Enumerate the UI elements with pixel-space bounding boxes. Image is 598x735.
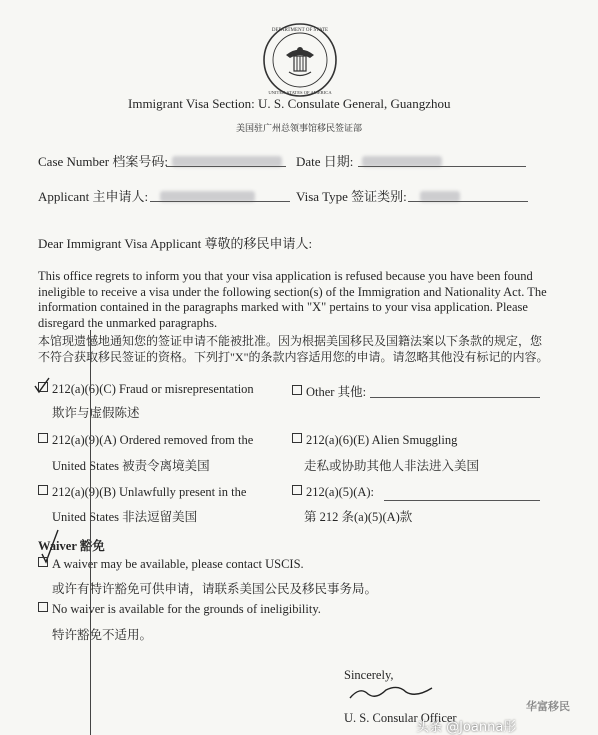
visa-type-redacted [420, 187, 460, 205]
date-redacted [362, 152, 442, 170]
waiver-option-2 [38, 602, 321, 617]
ground-smuggling [292, 433, 457, 448]
5a-line [384, 500, 540, 501]
section-title: Immigrant Visa Section: U. S. Consulate General, Guangzhou [128, 96, 451, 111]
closing-sincerely: Sincerely, [344, 668, 394, 682]
checkbox [292, 485, 302, 495]
date-label: Date 日期: [296, 154, 354, 169]
section-title-cn: 美国驻广州总领事馆移民签证部 [236, 123, 363, 133]
ground-fraud [38, 382, 254, 397]
ground-unlawful-en: 212(a)(9)(B) Unlawfully present in the [52, 485, 247, 499]
watermark-logo: 华富移民 [526, 700, 570, 713]
ground-removed [38, 433, 253, 448]
other-line [370, 397, 540, 398]
checkbox [38, 433, 48, 443]
closing-signature: U. S. Consular Officer [344, 711, 457, 725]
ground-smuggling-en: 212(a)(6)(E) Alien Smuggling [306, 433, 458, 447]
waiver-option-1 [38, 557, 304, 572]
ground-unlawful-cn: United States 非法逗留美国 [52, 510, 198, 524]
ground-5a-cn: 第 212 条(a)(5)(A)款 [304, 510, 413, 524]
salutation: Dear Immigrant Visa Applicant 尊敬的移民申请人: [38, 236, 313, 251]
fold-line [90, 330, 91, 735]
waiver-option-2-cn: 特许豁免不适用。 [52, 628, 153, 642]
ground-smuggling-cn: 走私或协助其他人非法进入美国 [304, 459, 480, 473]
date-line [358, 166, 526, 167]
case-number-line [166, 166, 286, 167]
checkbox [292, 385, 302, 395]
ground-5a [292, 485, 374, 500]
body-en-line: information contained in the paragraphs marked with "X" pertains to your visa application. Please [38, 300, 528, 314]
applicant-redacted [160, 187, 255, 205]
waiver-title: Waiver 豁免 [38, 539, 105, 553]
checkbox-checked [38, 557, 48, 567]
body-en [38, 269, 568, 331]
check-mark-icon [33, 376, 51, 396]
waiver-option-2-en: No waiver is available for the grounds of ineligibility. [52, 602, 321, 616]
body-cn-line: 本馆现遗憾地通知您的签证申请不能被批准。因为根据美国移民及国籍法案以下条款的规定，您 [38, 334, 543, 348]
department-of-state-seal-icon [262, 22, 338, 98]
seal-text-bottom: UNITED STATES OF AMERICA [268, 90, 332, 95]
watermark-author: 头条 @Joanna彤 [416, 720, 517, 735]
ground-other [292, 382, 366, 400]
checkbox [292, 433, 302, 443]
body-en-line: disregard the unmarked paragraphs. [38, 315, 218, 330]
ground-fraud-cn: 欺诈与虚假陈述 [52, 406, 140, 420]
body-cn-line: 不符合获取移民签证的资格。下列打"X"的条款内容适用您的申请。请忽略其他没有标记的内容。 [38, 349, 549, 364]
applicant-line [150, 201, 290, 202]
case-number-redacted [172, 152, 282, 170]
body-en-line: ineligible to receive a visa under the following section(s) of the Immigration and Nationality Act. The [38, 284, 547, 299]
waiver-option-1-en: A waiver may be available, please contact USCIS. [52, 557, 304, 571]
checkbox [38, 485, 48, 495]
ground-5a-en: 212(a)(5)(A): [306, 485, 375, 499]
seal-text-top: DEPARTMENT OF STATE [271, 28, 329, 33]
waiver-option-1-cn: 或许有特许豁免可供申请，请联系美国公民及移民事务局。 [52, 582, 378, 596]
ground-fraud-en: 212(a)(6)(C) Fraud or misrepresentation [52, 382, 254, 396]
body-en-line: This office regrets to inform you that your visa application is refused because you have been found [38, 269, 533, 283]
case-number-label: Case Number 档案号码: [38, 154, 168, 169]
applicant-label: Applicant 主申请人: [38, 189, 149, 204]
ground-other-en: Other 其他: [306, 385, 367, 399]
visa-type-label: Visa Type 签证类别: [296, 189, 407, 204]
body-cn [38, 334, 568, 365]
ground-unlawful [38, 485, 246, 500]
ground-removed-en: 212(a)(9)(A) Ordered removed from the [52, 433, 254, 447]
visa-type-line [408, 201, 528, 202]
signature-scribble-icon [346, 682, 436, 704]
ground-removed-cn: United States 被责令离境美国 [52, 459, 210, 473]
checkbox [38, 602, 48, 612]
